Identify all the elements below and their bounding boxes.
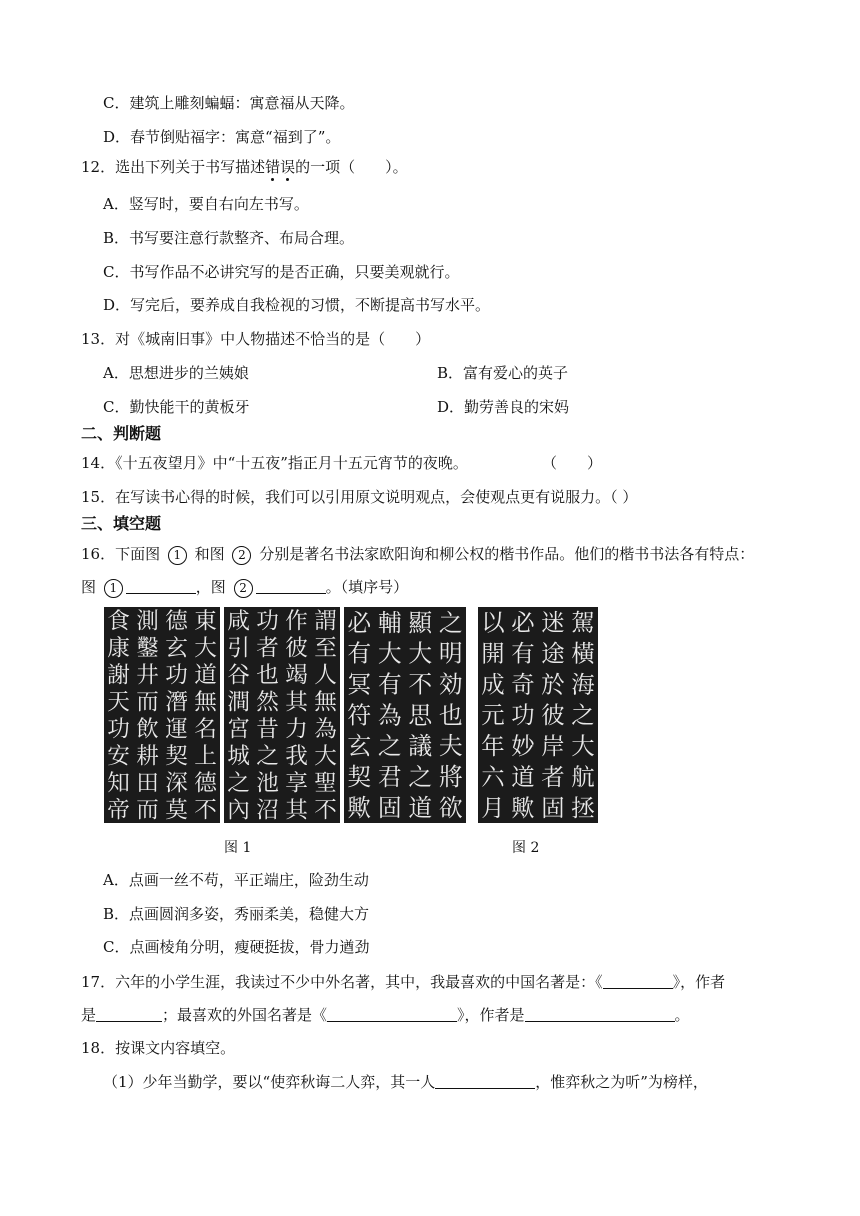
calligraphy-character: 無: [194, 689, 217, 716]
calligraphy-character: 謝: [107, 662, 130, 689]
q16-text-d: 图: [81, 578, 97, 596]
q16-answer-blank-1[interactable]: [126, 577, 196, 594]
calligraphy-character: 途: [541, 639, 565, 668]
calligraphy-character: 道: [408, 793, 433, 822]
q13-option-d: D．勤劳善良的宋妈: [437, 398, 570, 416]
calligraphy-character: 功: [107, 716, 130, 743]
calligraphy-character: 之: [256, 743, 279, 770]
q12-emphasis-char-1: 错: [265, 158, 281, 176]
calligraphy-character: 功: [165, 662, 188, 689]
calligraphy-character: 上: [194, 743, 217, 770]
calligraphy-character: 道: [511, 762, 535, 791]
calligraphy-character: 謂: [314, 608, 337, 635]
calligraphy-character: 作: [285, 608, 308, 635]
calligraphy-character: 之: [571, 701, 595, 730]
calligraphy-character: 井: [136, 662, 159, 689]
calligraphy-character: 者: [541, 762, 565, 791]
calligraphy-character: 內: [227, 797, 250, 823]
calligraphy-character: 固: [377, 793, 402, 822]
calligraphy-character: 之: [408, 763, 433, 792]
calligraphy-character: 功: [256, 608, 279, 635]
q12-option-c: C．书写作品不必讲究写的是否正确，只要美观就行。: [103, 263, 460, 281]
calligraphy-plate-2: [478, 607, 598, 823]
calligraphy-character: 深: [165, 770, 188, 797]
calligraphy-character: 也: [438, 701, 463, 730]
calligraphy-character: 力: [285, 716, 308, 743]
calligraphy-character: 冥: [347, 670, 372, 699]
calligraphy-character: 為: [377, 701, 402, 730]
q14-answer-paren: （ ）: [542, 454, 603, 472]
q17-foreign-author-blank[interactable]: [525, 1005, 675, 1022]
calligraphy-character: 之: [377, 732, 402, 761]
calligraphy-character: 有: [377, 670, 402, 699]
q13-option-c: C．勤快能干的黄板牙: [103, 398, 250, 416]
q16-text-c: 分别是著名书法家欧阳询和柳公权的楷书作品。他们的楷书书法各有特点：: [259, 545, 755, 563]
calligraphy-character: 者: [256, 635, 279, 662]
calligraphy-plate-1a: [104, 607, 220, 823]
calligraphy-character: 駕: [571, 608, 595, 637]
q12-stem-suffix: 的一项（ ）。: [295, 158, 408, 176]
calligraphy-character: 名: [194, 716, 217, 743]
q17-foreign-book-blank[interactable]: [327, 1005, 457, 1022]
calligraphy-character: 成: [481, 670, 505, 699]
calligraphy-character: 年: [481, 732, 505, 761]
q12-stem: [81, 157, 408, 177]
q11-option-d: D．春节倒贴福字：寓意“福到了”。: [103, 128, 341, 146]
q16-stem-line1: [81, 544, 754, 565]
q17-text-b: 》，作者: [672, 973, 726, 991]
q12-option-b: B．书写要注意行款整齐、布局合理。: [103, 229, 355, 247]
calligraphy-character: 海: [571, 670, 595, 699]
q17-line1: [81, 972, 725, 992]
circled-number-2: 2: [234, 579, 253, 598]
section-heading-judgement: 二、判断题: [81, 424, 162, 443]
calligraphy-character: 東: [194, 608, 217, 635]
calligraphy-character: 田: [136, 770, 159, 797]
calligraphy-character: 帝: [107, 797, 130, 823]
calligraphy-character: 而: [136, 797, 159, 823]
calligraphy-character: 開: [481, 639, 505, 668]
calligraphy-character: 有: [347, 639, 372, 668]
calligraphy-character: 測: [136, 608, 159, 635]
calligraphy-character: 月: [481, 793, 505, 822]
q18-stem: 18．按课文内容填空。: [81, 1039, 236, 1057]
calligraphy-character: 大: [314, 743, 337, 770]
calligraphy-character: 莫: [165, 797, 188, 823]
calligraphy-character: 康: [107, 635, 130, 662]
calligraphy-character: 其: [285, 797, 308, 823]
calligraphy-character: 元: [481, 701, 505, 730]
calligraphy-character: 歟: [511, 793, 535, 822]
calligraphy-character: 將: [438, 763, 463, 792]
calligraphy-character: 君: [377, 763, 402, 792]
calligraphy-character: 有: [511, 639, 535, 668]
calligraphy-character: 迷: [541, 608, 565, 637]
calligraphy-plate-1b: [224, 607, 340, 823]
q17-text-f: 。: [674, 1006, 690, 1024]
calligraphy-character: 人: [314, 662, 337, 689]
calligraphy-character: 玄: [165, 635, 188, 662]
calligraphy-character: 大: [194, 635, 217, 662]
calligraphy-character: 奇: [511, 670, 535, 699]
figure-2-caption: 图 2: [512, 840, 540, 856]
calligraphy-character: 彼: [285, 635, 308, 662]
calligraphy-character: 享: [285, 770, 308, 797]
calligraphy-character: 竭: [285, 662, 308, 689]
calligraphy-character: 然: [256, 689, 279, 716]
calligraphy-character: 功: [511, 701, 535, 730]
calligraphy-character: 鑿: [136, 635, 159, 662]
calligraphy-character: 知: [107, 770, 130, 797]
q16-text-f: 。（填序号）: [325, 578, 409, 596]
calligraphy-character: 玄: [347, 732, 372, 761]
calligraphy-character: 歟: [347, 793, 372, 822]
calligraphy-character: 也: [256, 662, 279, 689]
calligraphy-character: 大: [571, 732, 595, 761]
calligraphy-character: 潛: [165, 689, 188, 716]
calligraphy-character: 議: [408, 732, 433, 761]
calligraphy-character: 其: [285, 689, 308, 716]
calligraphy-character: 不: [408, 670, 433, 699]
calligraphy-character: 咸: [227, 608, 250, 635]
figure-1-caption: 图 1: [224, 840, 252, 856]
calligraphy-character: 食: [107, 608, 130, 635]
q12-emphasis-char-2: 误: [280, 158, 296, 176]
calligraphy-character: 之: [438, 608, 463, 637]
q12-option-d: D．写完后，要养成自我检视的习惯，不断提高书写水平。: [103, 296, 491, 314]
calligraphy-character: 妙: [511, 732, 535, 761]
q16-option-a: A．点画一丝不苟，平正端庄，险劲生动: [103, 871, 369, 889]
q17-text-e: 》，作者是: [457, 1006, 525, 1024]
calligraphy-character: 城: [227, 743, 250, 770]
calligraphy-character: 固: [541, 793, 565, 822]
q16-text-e: ，图: [195, 578, 226, 596]
calligraphy-character: 我: [285, 743, 308, 770]
q17-chinese-book-blank[interactable]: [603, 972, 673, 989]
q16-stem-line2: [81, 577, 408, 598]
calligraphy-character: 思: [408, 701, 433, 730]
calligraphy-character: 岸: [541, 732, 565, 761]
calligraphy-character: 道: [194, 662, 217, 689]
q11-option-c: C．建筑上雕刻蝙蝠：寓意福从天降。: [103, 94, 355, 112]
section-heading-fill: 三、填空题: [81, 514, 162, 533]
calligraphy-character: 澗: [227, 689, 250, 716]
calligraphy-character: 運: [165, 716, 188, 743]
q15-stem: 15．在写读书心得的时候，我们可以引用原文说明观点，会使观点更有说服力。（ ）: [81, 488, 638, 506]
calligraphy-character: 無: [314, 689, 337, 716]
calligraphy-character: 為: [314, 716, 337, 743]
calligraphy-character: 安: [107, 743, 130, 770]
q17-text-c: 是: [81, 1006, 97, 1024]
q17-line2: [81, 1005, 690, 1025]
calligraphy-character: 夫: [438, 732, 463, 761]
calligraphy-character: 必: [347, 608, 372, 637]
calligraphy-character: 不: [314, 797, 337, 823]
q17-text-a: 17．六年的小学生涯，我读过不少中外名著，其中，我最喜欢的中国名著是：《: [81, 973, 603, 991]
q12-stem-prefix: 12．选出下列关于书写描述: [81, 158, 266, 176]
calligraphy-character: 德: [194, 770, 217, 797]
calligraphy-character: 引: [227, 635, 250, 662]
calligraphy-character: 而: [136, 689, 159, 716]
q16-text-a: 16．下面图: [81, 545, 161, 563]
calligraphy-character: 明: [438, 639, 463, 668]
q18-answer-blank-1[interactable]: [435, 1072, 535, 1089]
calligraphy-character: 大: [377, 639, 402, 668]
calligraphy-character: 昔: [256, 716, 279, 743]
calligraphy-character: 不: [194, 797, 217, 823]
calligraphy-character: 橫: [571, 639, 595, 668]
calligraphy-plate-1c: [344, 607, 466, 823]
q16-text-b: 和图: [194, 545, 225, 563]
q17-text-d: ；最喜欢的外国名著是《: [162, 1006, 328, 1024]
circled-number-1: 1: [104, 579, 123, 598]
q18-sub1: [103, 1072, 708, 1092]
q12-option-a: A．竖写时，要自右向左书写。: [103, 195, 309, 213]
calligraphy-character: 於: [541, 670, 565, 699]
calligraphy-character: 効: [438, 670, 463, 699]
calligraphy-character: 必: [511, 608, 535, 637]
calligraphy-character: 輔: [377, 608, 402, 637]
calligraphy-character: 符: [347, 701, 372, 730]
q16-answer-blank-2[interactable]: [256, 577, 326, 594]
calligraphy-character: 飲: [136, 716, 159, 743]
calligraphy-character: 彼: [541, 701, 565, 730]
q13-option-a: A．思想进步的兰姨娘: [103, 364, 249, 382]
calligraphy-character: 六: [481, 762, 505, 791]
calligraphy-character: 契: [165, 743, 188, 770]
q16-option-b: B．点画圆润多姿，秀丽柔美，稳健大方: [103, 905, 370, 923]
q17-chinese-author-blank[interactable]: [96, 1005, 162, 1022]
q13-stem: 13．对《城南旧事》中人物描述不恰当的是（ ）: [81, 330, 431, 348]
circled-number-1: 1: [168, 546, 187, 565]
calligraphy-character: 航: [571, 762, 595, 791]
calligraphy-character: 德: [165, 608, 188, 635]
q14-stem: 14．《十五夜望月》中“十五夜”指正月十五元宵节的夜晚。: [81, 454, 468, 472]
circled-number-2: 2: [232, 546, 251, 565]
calligraphy-character: 欲: [438, 793, 463, 822]
calligraphy-character: 沼: [256, 797, 279, 823]
calligraphy-character: 至: [314, 635, 337, 662]
calligraphy-character: 契: [347, 763, 372, 792]
q16-option-c: C．点画棱角分明，瘦硬挺拔，骨力遒劲: [103, 938, 370, 956]
calligraphy-character: 宮: [227, 716, 250, 743]
q13-option-b: B．富有爱心的英子: [437, 364, 569, 382]
q18-text-a: （1）少年当勤学，要以“使弈秋诲二人弈，其一人: [103, 1073, 436, 1091]
calligraphy-character: 池: [256, 770, 279, 797]
calligraphy-character: 耕: [136, 743, 159, 770]
calligraphy-character: 拯: [571, 793, 595, 822]
calligraphy-character: 聖: [314, 770, 337, 797]
calligraphy-character: 顯: [408, 608, 433, 637]
calligraphy-character: 天: [107, 689, 130, 716]
q18-text-b: ，惟弈秋之为听”为榜样，: [535, 1073, 708, 1091]
calligraphy-character: 谷: [227, 662, 250, 689]
calligraphy-character: 之: [227, 770, 250, 797]
calligraphy-character: 大: [408, 639, 433, 668]
calligraphy-character: 以: [481, 608, 505, 637]
